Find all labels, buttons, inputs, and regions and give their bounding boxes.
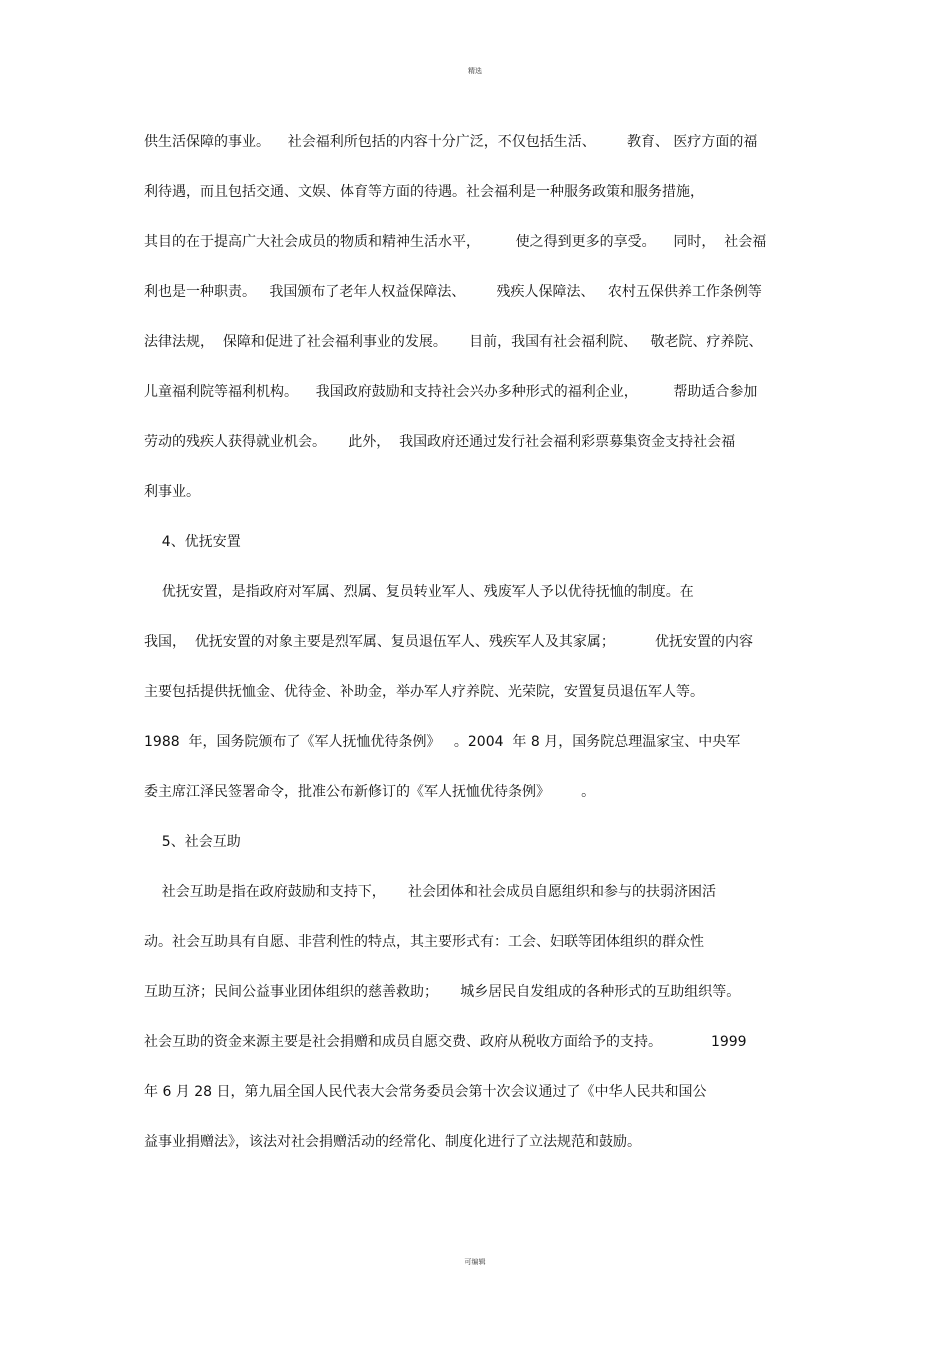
page-footer-mark: 可编辑 — [464, 1258, 486, 1266]
body-line: 动。社会互助具有自愿、非营利性的特点，其主要形式有：工会、妇联等团体组织的群众性 — [144, 934, 704, 950]
body-line: 儿童福利院等福利机构。 我国政府鼓励和支持社会兴办多种形式的福利企业， 帮助适合参加 — [144, 384, 758, 400]
section-heading: 4、优抚安置 — [144, 534, 241, 550]
body-line: 利待遇，而且包括交通、文娱、体育等方面的待遇。社会福利是一种服务政策和服务措施， — [144, 184, 704, 200]
body-line: 我国， 优抚安置的对象主要是烈军属、复员退伍军人、残疾军人及其家属； 优抚安置的内容 — [144, 634, 753, 650]
body-line: 供生活保障的事业。 社会福利所包括的内容十分广泛，不仅包括生活、 教育、 医疗方面的福 — [144, 134, 758, 150]
page-header-mark: 精选 — [468, 67, 482, 75]
body-line: 年 6 月 28 日，第九届全国人民代表大会常务委员会第十次会议通过了《中华人民共和国公 — [144, 1084, 707, 1100]
body-line: 利也是一种职责。 我国颁布了老年人权益保障法、 残疾人保障法、 农村五保供养工作条例等 — [144, 284, 762, 300]
body-line: 法律法规， 保障和促进了社会福利事业的发展。 目前，我国有社会福利院、 敬老院、疗养院、 — [144, 334, 763, 350]
body-line: 社会互助是指在政府鼓励和支持下， 社会团体和社会成员自愿组织和参与的扶弱济困活 — [144, 884, 717, 900]
body-line: 劳动的残疾人获得就业机会。 此外， 我国政府还通过发行社会福利彩票募集资金支持社会福 — [144, 434, 736, 450]
body-line: 优抚安置，是指政府对军属、烈属、复员转业军人、残废军人予以优待抚恤的制度。在 — [144, 584, 694, 600]
body-line: 益事业捐赠法》，该法对社会捐赠活动的经常化、制度化进行了立法规范和鼓励。 — [144, 1134, 641, 1150]
body-line: 主要包括提供抚恤金、优待金、补助金，举办军人疗养院、光荣院，安置复员退伍军人等。 — [144, 684, 704, 700]
body-line: 1988 年，国务院颁布了《军人抚恤优待条例》 。2004 年 8 月，国务院总理温家宝、中央军 — [144, 734, 741, 750]
section-heading: 5、社会互助 — [144, 834, 241, 850]
body-line: 委主席江泽民签署命令，批准公布新修订的《军人抚恤优待条例》 。 — [144, 784, 596, 800]
body-line: 互助互济；民间公益事业团体组织的慈善救助； 城乡居民自发组成的各种形式的互助组织等。 — [144, 984, 741, 1000]
body-line: 利事业。 — [144, 484, 200, 500]
body-line: 其目的在于提高广大社会成员的物质和精神生活水平， 使之得到更多的享受。 同时， 社会福 — [144, 234, 767, 250]
body-line: 社会互助的资金来源主要是社会捐赠和成员自愿交费、政府从税收方面给予的支持。 1999 — [144, 1034, 747, 1050]
